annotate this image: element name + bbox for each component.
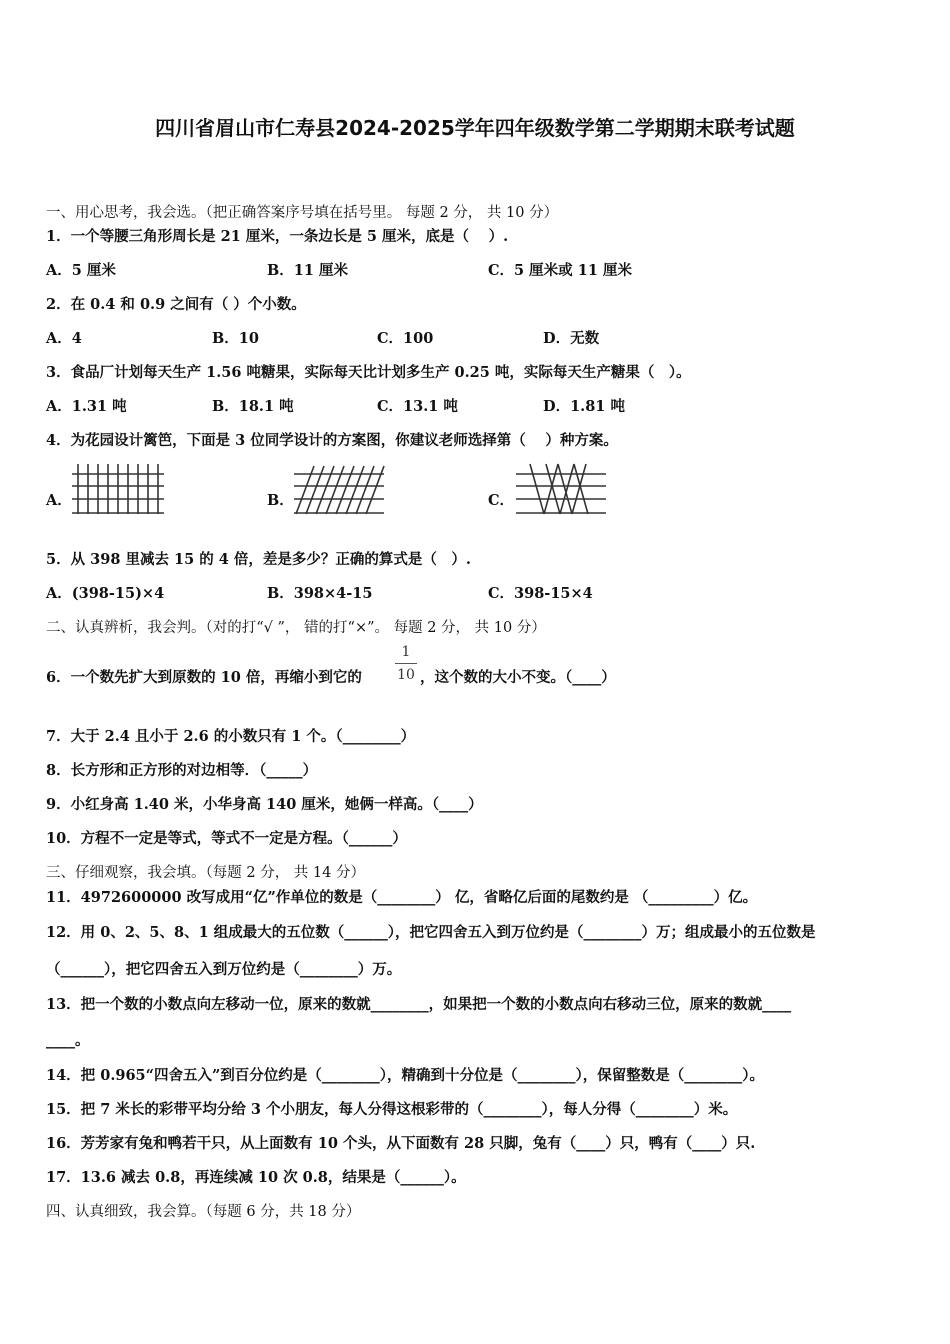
q3-option-c: C．13.1 吨 — [377, 398, 458, 415]
q3-option-a: A．1.31 吨 — [46, 398, 127, 415]
question-16: 16．芳芳家有兔和鸭若干只，从上面数有 10 个头，从下面数有 28 只脚，兔有（____）只，鸭有（____）只. — [46, 1135, 756, 1152]
question-7: 7．大于 2.4 且小于 2.6 的小数只有 1 个。（________） — [46, 728, 416, 745]
question-10: 10．方程不一定是等式，等式不一定是方程。（______） — [46, 830, 407, 847]
q4-option-b: B． — [267, 492, 294, 509]
fence-square-grid-figure — [72, 462, 166, 516]
q5-option-b: B．398×4-15 — [267, 585, 373, 602]
q1-option-c: C．5 厘米或 11 厘米 — [488, 262, 632, 279]
q5-option-a: A．(398-15)×4 — [46, 585, 165, 602]
question-14: 14．把 0.965“四舍五入”到百分位约是（________），精确到十分位是（________），保留整数是（________）。 — [46, 1067, 765, 1084]
q1-option-a: A．5 厘米 — [46, 262, 116, 279]
q5-option-c: C．398-15×4 — [488, 585, 593, 602]
q2-option-c: C．100 — [377, 330, 434, 347]
q4-option-a: A． — [46, 492, 72, 509]
section-1-heading: 一、用心思考，我会选。（把正确答案序号填在括号里。 每题 2 分， 共 10 分） — [46, 205, 559, 221]
question-2: 2．在 0.4 和 0.9 之间有（ ）个小数。 — [46, 296, 306, 313]
q1-option-b: B．11 厘米 — [267, 262, 348, 279]
question-5: 5．从 398 里减去 15 的 4 倍，差是多少？正确的算式是（ ）. — [46, 551, 471, 568]
fraction-one-tenth — [395, 643, 417, 684]
fraction-denominator: 10 — [397, 667, 415, 683]
question-11: 11．4972600000 改写成用“亿”作单位的数是（________） 亿，省略亿后面的尾数约是 （_________）亿。 — [46, 889, 758, 906]
section-3-heading: 三、仔细观察，我会填。（每题 2 分， 共 14 分） — [46, 865, 365, 881]
question-15: 15．把 7 米长的彩带平均分给 3 个小朋友，每人分得这根彩带的（________），每人分得（________）米。 — [46, 1101, 738, 1118]
fence-triangle-figure — [514, 462, 608, 516]
question-6-after: ，这个数的大小不变。（____） — [420, 669, 616, 686]
question-1: 1．一个等腰三角形周长是 21 厘米，一条边长是 5 厘米，底是（ ）. — [46, 228, 509, 245]
q3-option-d: D．1.81 吨 — [543, 398, 625, 415]
section-4-heading: 四、认真细致，我会算。（每题 6 分，共 18 分） — [46, 1204, 361, 1220]
q2-option-d: D．无数 — [543, 330, 600, 347]
question-13-line-2: ____。 — [46, 1032, 90, 1049]
question-6-before: 6．一个数先扩大到原数的 10 倍，再缩小到它的 — [46, 669, 362, 686]
q2-option-b: B．10 — [212, 330, 259, 347]
question-4: 4．为花园设计篱笆，下面是 3 位同学设计的方案图，你建议老师选择第（ ）种方案。 — [46, 432, 618, 449]
q4-option-c: C． — [488, 492, 515, 509]
question-3: 3．食品厂计划每天生产 1.56 吨糖果，实际每天比计划多生产 0.25 吨，实际每天生产糖果（ ）。 — [46, 364, 691, 381]
question-8: 8．长方形和正方形的对边相等．（_____） — [46, 762, 318, 779]
page-title: 四川省眉山市仁寿县2024-2025学年四年级数学第二学期期末联考试题 — [155, 116, 795, 140]
fraction-bar — [395, 663, 417, 664]
fence-slanted-grid-figure — [292, 462, 386, 516]
question-12-line-2: （______），把它四舍五入到万位约是（________）万。 — [46, 961, 402, 978]
q3-option-b: B．18.1 吨 — [212, 398, 294, 415]
question-17: 17．13.6 减去 0.8，再连续减 10 次 0.8，结果是（______）。 — [46, 1169, 466, 1186]
q2-option-a: A．4 — [46, 330, 82, 347]
question-12-line-1: 12．用 0、2、5、8、1 组成最大的五位数（______），把它四舍五入到万位约是（________）万；组成最小的五位数是 — [46, 924, 816, 941]
question-9: 9．小红身高 1.40 米，小华身高 140 厘米，她俩一样高。（____） — [46, 796, 483, 813]
section-2-heading: 二、认真辨析，我会判。（对的打“√ ”， 错的打“×”。 每题 2 分， 共 10 分） — [46, 620, 546, 636]
fraction-numerator: 1 — [401, 644, 411, 660]
question-13-line-1: 13．把一个数的小数点向左移动一位，原来的数就________，如果把一个数的小数点向右移动三位，原来的数就____ — [46, 996, 792, 1013]
